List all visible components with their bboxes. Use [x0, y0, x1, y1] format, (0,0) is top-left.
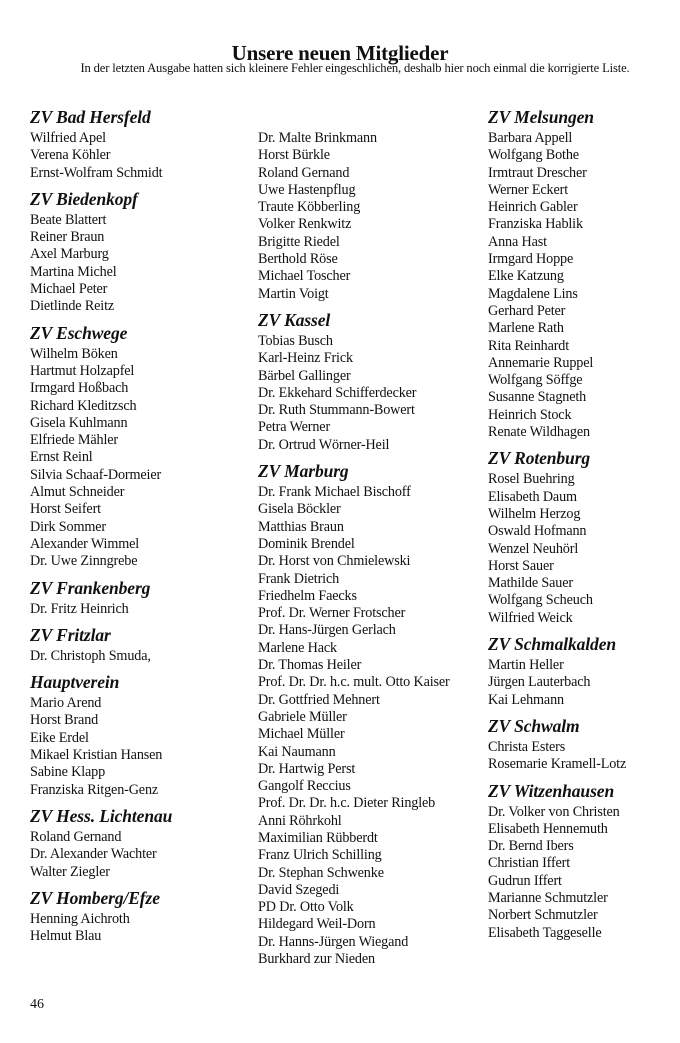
member-name: Annemarie Ruppel — [488, 354, 594, 371]
member-name: Dr. Bernd Ibers — [488, 838, 574, 855]
member-name: Burkhard zur Nieden — [258, 951, 375, 968]
member-name: Dirk Sommer — [30, 518, 106, 535]
member-name: Dr. Ekkehard Schifferdecker — [258, 384, 417, 401]
member-name: Dr. Ortrud Wörner-Heil — [258, 436, 390, 453]
member-list — [30, 212, 172, 316]
member-name: Helmut Blau — [30, 928, 102, 945]
member-name: Gisela Böckler — [258, 501, 341, 518]
member-name: Prof. Dr. Dr. h.c. mult. Otto Kaiser — [258, 674, 450, 691]
member-name: Rosemarie Kramell-Lotz — [488, 756, 627, 773]
member-name: Roland Gernand — [258, 164, 350, 181]
member-name: Heinrich Gabler — [488, 199, 578, 216]
member-list — [30, 346, 172, 571]
section-heading: ZV Rotenburg — [488, 448, 591, 469]
member-section — [30, 578, 172, 618]
member-list — [488, 130, 626, 441]
member-name: Gudrun Iffert — [488, 872, 562, 889]
member-name: PD Dr. Otto Volk — [258, 899, 354, 916]
member-name: Jürgen Lauterbach — [488, 674, 591, 691]
member-name: Frank Dietrich — [258, 570, 340, 587]
member-name: Prof. Dr. Dr. h.c. Dieter Ringleb — [258, 795, 436, 812]
section-heading: ZV Hess. Lichtenau — [30, 805, 173, 826]
member-name: Gisela Kuhlmann — [30, 414, 128, 431]
member-name: Wolfgang Scheuch — [488, 592, 593, 609]
member-list — [488, 739, 626, 774]
member-name: Horst Seifert — [30, 501, 101, 518]
member-section — [30, 806, 172, 881]
member-name: Bärbel Gallinger — [258, 367, 351, 384]
member-name: Christian Iffert — [488, 855, 571, 872]
member-section — [488, 634, 626, 709]
member-name: Horst Bürkle — [258, 147, 330, 164]
member-name: Franziska Hablik — [488, 216, 583, 233]
member-name: Werner Eckert — [488, 181, 569, 198]
member-name: Irmtraut Drescher — [488, 164, 587, 181]
member-list — [488, 471, 626, 627]
member-list — [488, 657, 626, 709]
member-name: Dr. Hartwig Perst — [258, 760, 356, 777]
member-name: Kai Naumann — [258, 743, 336, 760]
member-name: Kai Lehmann — [488, 691, 564, 708]
member-name: Dr. Volker von Christen — [488, 803, 620, 820]
member-name: Ernst Reinl — [30, 449, 93, 466]
member-name: Traute Köbberling — [258, 199, 361, 216]
member-name: Franziska Ritgen-Genz — [30, 781, 159, 798]
member-list — [30, 911, 172, 946]
member-list — [258, 333, 450, 454]
section-heading: ZV Bad Hersfeld — [30, 107, 151, 127]
member-list — [30, 130, 172, 182]
member-name: Michael Peter — [30, 281, 108, 298]
member-section — [258, 461, 450, 968]
member-name: Mikael Kristian Hansen — [30, 747, 163, 764]
member-name: Eike Erdel — [30, 729, 89, 746]
member-name: Wolfgang Söffge — [488, 372, 583, 389]
member-list — [30, 601, 172, 618]
member-name: Almut Schneider — [30, 484, 125, 501]
column-3 — [488, 107, 626, 949]
member-name: Wenzel Neuhörl — [488, 540, 579, 557]
member-name: Axel Marburg — [30, 246, 109, 263]
member-name: Brigitte Riedel — [258, 233, 340, 250]
member-name: Tobias Busch — [258, 332, 333, 349]
member-name: Michael Toscher — [258, 268, 351, 285]
member-list — [30, 648, 172, 665]
member-name: Susanne Stagneth — [488, 389, 587, 406]
member-name: Ernst-Wolfram Schmidt — [30, 164, 163, 181]
column-2 — [258, 130, 450, 975]
member-name: Karl-Heinz Frick — [258, 350, 353, 367]
member-name: Silvia Schaaf-Dormeier — [30, 466, 162, 483]
member-name: Anna Hast — [488, 233, 547, 250]
member-name: Henning Aichroth — [30, 910, 130, 927]
section-heading: ZV Eschwege — [30, 322, 128, 343]
member-name: Dr. Stephan Schwenke — [258, 864, 384, 881]
section-heading: ZV Kassel — [258, 309, 331, 330]
member-name: Anni Röhrkohl — [258, 812, 342, 829]
member-section — [488, 107, 626, 441]
section-heading: ZV Marburg — [258, 461, 349, 482]
member-name: Magdalene Lins — [488, 285, 578, 302]
member-name: Richard Kleditzsch — [30, 397, 137, 414]
member-list — [30, 695, 172, 799]
member-name: Wilfried Weick — [488, 609, 573, 626]
member-section — [488, 716, 626, 774]
member-name: Martin Heller — [488, 657, 564, 674]
section-heading: ZV Frankenberg — [30, 577, 151, 598]
member-list — [258, 484, 450, 968]
section-heading: Hauptverein — [30, 672, 120, 693]
member-name: Dietlinde Reitz — [30, 298, 115, 315]
member-name: Christa Esters — [488, 738, 566, 755]
member-name: Wilhelm Herzog — [488, 505, 581, 522]
member-name: Dr. Uwe Zinngrebe — [30, 553, 138, 570]
member-name: Prof. Dr. Werner Frotscher — [258, 605, 406, 622]
member-name: Marlene Rath — [488, 320, 564, 337]
page-title: Unsere neuen Mitglieder — [231, 41, 449, 66]
member-section — [30, 888, 172, 946]
page-number: 46 — [30, 997, 44, 1012]
member-name: Mario Arend — [30, 695, 102, 712]
column-1 — [30, 107, 172, 952]
member-name: Friedhelm Faecks — [258, 587, 357, 604]
member-name: Wolfgang Bothe — [488, 147, 579, 164]
member-name: Franz Ulrich Schilling — [258, 847, 382, 864]
member-name: Verena Köhler — [30, 147, 111, 164]
member-name: Dominik Brendel — [258, 535, 355, 552]
member-section — [488, 448, 626, 627]
member-name: Renate Wildhagen — [488, 424, 590, 441]
member-name: Dr. Frank Michael Bischoff — [258, 484, 411, 501]
member-name: Dr. Thomas Heiler — [258, 657, 362, 674]
member-name: Heinrich Stock — [488, 406, 572, 423]
member-name: Gerhard Peter — [488, 302, 566, 319]
member-list — [258, 130, 450, 303]
member-name: Dr. Horst von Chmielewski — [258, 553, 411, 570]
member-name: Irmgard Hoppe — [488, 251, 574, 268]
member-name: Maximilian Rübberdt — [258, 829, 378, 846]
member-name: Gangolf Reccius — [258, 778, 351, 795]
member-name: Hildegard Weil-Dorn — [258, 916, 376, 933]
section-heading: ZV Biedenkopf — [30, 188, 138, 209]
member-list — [488, 804, 626, 942]
member-name: Roland Gernand — [30, 828, 122, 845]
member-name: Berthold Röse — [258, 251, 338, 268]
member-name: Horst Brand — [30, 712, 99, 729]
member-name: Irmgard Hoßbach — [30, 380, 129, 397]
member-name: Oswald Hofmann — [488, 523, 587, 540]
page-subtitle: In der letzten Ausgabe hatten sich kleinere Fehler eingeschlichen, deshalb hier noch einmal die korrigierte Liste. — [80, 61, 630, 75]
member-name: Dr. Hanns-Jürgen Wiegand — [258, 933, 409, 950]
member-section — [258, 130, 450, 303]
member-section — [30, 672, 172, 799]
member-name: Dr. Hans-Jürgen Gerlach — [258, 622, 396, 639]
member-name: Elke Katzung — [488, 268, 564, 285]
member-name: Gabriele Müller — [258, 708, 347, 725]
member-name: Alexander Wimmel — [30, 535, 140, 552]
member-name: Elisabeth Daum — [488, 488, 577, 505]
member-name: Sabine Klapp — [30, 764, 106, 781]
member-section — [30, 323, 172, 571]
member-name: Martina Michel — [30, 263, 117, 280]
section-heading: ZV Schmalkalden — [488, 634, 616, 655]
member-section — [258, 310, 450, 454]
section-heading: ZV Melsungen — [488, 107, 594, 127]
member-name: Mathilde Sauer — [488, 575, 573, 592]
member-name: Elisabeth Hennemuth — [488, 820, 608, 837]
member-name: Dr. Alexander Wachter — [30, 846, 157, 863]
member-name: David Szegedi — [258, 881, 340, 898]
section-heading: ZV Homberg/Efze — [30, 887, 160, 908]
member-name: Martin Voigt — [258, 285, 329, 302]
member-name: Petra Werner — [258, 419, 331, 436]
member-section — [30, 107, 172, 182]
member-name: Barbara Appell — [488, 130, 573, 146]
member-name: Dr. Gottfried Mehnert — [258, 691, 380, 708]
member-list — [30, 829, 172, 881]
member-name: Dr. Fritz Heinrich — [30, 600, 129, 617]
member-name: Dr. Malte Brinkmann — [258, 130, 377, 146]
member-name: Volker Renkwitz — [258, 216, 352, 233]
member-name: Elfriede Mähler — [30, 432, 118, 449]
member-name: Michael Müller — [258, 726, 345, 743]
member-name: Walter Ziegler — [30, 863, 110, 880]
member-name: Rosel Buehring — [488, 471, 575, 488]
member-name: Wilfried Apel — [30, 130, 106, 146]
member-name: Marianne Schmutzler — [488, 889, 608, 906]
member-section — [30, 625, 172, 665]
member-name: Beate Blattert — [30, 211, 107, 228]
section-heading: ZV Fritzlar — [30, 624, 111, 645]
member-section — [488, 781, 626, 942]
member-name: Dr. Christoph Smuda, — [30, 647, 151, 664]
member-name: Dr. Ruth Stummann-Bowert — [258, 402, 415, 419]
member-name: Wilhelm Böken — [30, 345, 118, 362]
member-name: Horst Sauer — [488, 557, 554, 574]
member-name: Uwe Hastenpflug — [258, 181, 356, 198]
member-name: Reiner Braun — [30, 229, 105, 246]
member-section — [30, 189, 172, 316]
member-name: Rita Reinhardt — [488, 337, 570, 354]
section-heading: ZV Schwalm — [488, 715, 580, 736]
member-name: Norbert Schmutzler — [488, 907, 598, 924]
member-name: Elisabeth Taggeselle — [488, 924, 602, 941]
member-name: Hartmut Holzapfel — [30, 362, 135, 379]
member-name: Marlene Hack — [258, 639, 337, 656]
section-heading: ZV Witzenhausen — [488, 780, 615, 801]
member-name: Matthias Braun — [258, 518, 344, 535]
